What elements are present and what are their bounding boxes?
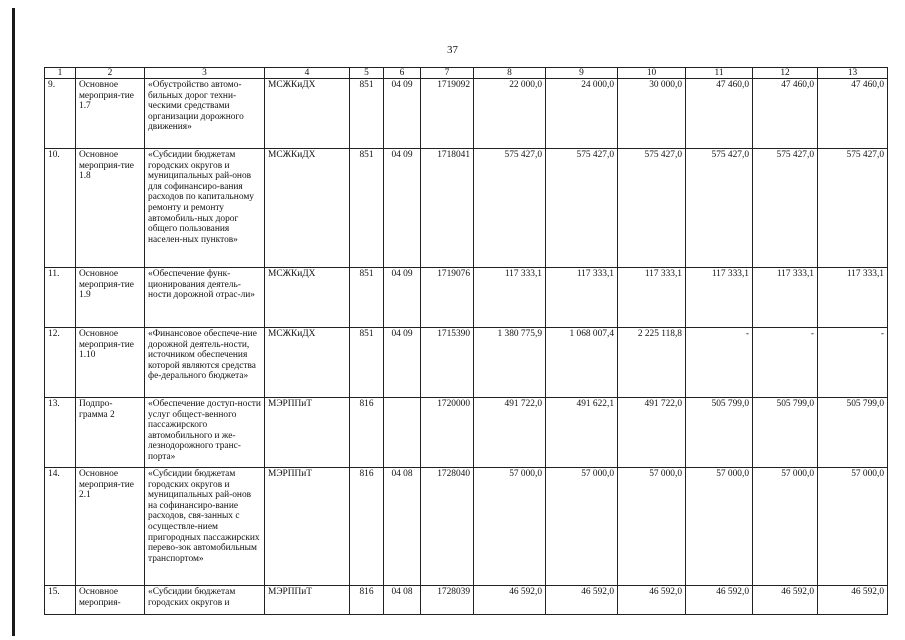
row-value-10: 46 592,0 (618, 586, 686, 615)
row-csr-code: 1720000 (421, 398, 474, 468)
row-type: Подпро-грамма 2 (76, 398, 145, 468)
row-index: 10. (45, 149, 76, 268)
row-name: «Субсидии бюджетам городских округов и муниципальных рай-онов для софинансиро-вания расходов по капитальному ремонту и ремонту автомобиль-ных дорог общего пользования населен-ных пунктов» (145, 149, 265, 268)
col-header: 11 (686, 68, 753, 79)
binding-margin-line (12, 8, 15, 636)
row-index: 15. (45, 586, 76, 615)
row-value-8: 575 427,0 (474, 149, 546, 268)
row-value-9: 117 333,1 (546, 268, 618, 328)
row-value-11: 117 333,1 (686, 268, 753, 328)
col-header: 13 (818, 68, 888, 79)
row-value-10: 2 225 118,8 (618, 328, 686, 398)
row-value-10: 575 427,0 (618, 149, 686, 268)
row-value-13: 117 333,1 (818, 268, 888, 328)
col-header: 3 (145, 68, 265, 79)
col-header: 12 (753, 68, 818, 79)
row-name: «Обеспечение функ-ционирования деятель-ности дорожной отрас-ли» (145, 268, 265, 328)
row-index: 11. (45, 268, 76, 328)
row-csr-code: 1728040 (421, 468, 474, 586)
row-csr-code: 1718041 (421, 149, 474, 268)
row-name: «Финансовое обеспече-ние дорожной деятель-ности, источником обеспечения которой являются средства фе-дерального бюджета» (145, 328, 265, 398)
row-value-8: 46 592,0 (474, 586, 546, 615)
table-row (45, 398, 888, 468)
col-header: 10 (618, 68, 686, 79)
row-value-11: 505 799,0 (686, 398, 753, 468)
col-header: 5 (350, 68, 384, 79)
row-value-9: 57 000,0 (546, 468, 618, 586)
row-csr-code: 1719076 (421, 268, 474, 328)
col-header: 8 (474, 68, 546, 79)
row-value-12: 505 799,0 (753, 398, 818, 468)
col-header: 6 (384, 68, 421, 79)
row-grbs-code: 816 (350, 468, 384, 586)
row-index: 14. (45, 468, 76, 586)
row-value-12: 575 427,0 (753, 149, 818, 268)
row-value-11: - (686, 328, 753, 398)
row-rzpr-code: 04 09 (384, 149, 421, 268)
row-value-13: 505 799,0 (818, 398, 888, 468)
row-name: «Субсидии бюджетам городских округов и муниципальных рай-онов на софинансиро-вание расходов, свя-занных с осуществле-нием пригородных пассажирских перево-зок автомобильным транспортом» (145, 468, 265, 586)
row-executor: МЭРППиТ (265, 586, 350, 615)
row-executor: МСЖКиДХ (265, 328, 350, 398)
row-value-13: 46 592,0 (818, 586, 888, 615)
table-row (45, 79, 888, 149)
row-grbs-code: 851 (350, 149, 384, 268)
row-index: 13. (45, 398, 76, 468)
row-name: «Обеспечение доступ-ности услуг общест-венного пассажирского автомобильного и же-лезнодорожного транс-порта» (145, 398, 265, 468)
row-value-12: - (753, 328, 818, 398)
row-rzpr-code: 04 08 (384, 468, 421, 586)
row-value-9: 46 592,0 (546, 586, 618, 615)
row-value-12: 47 460,0 (753, 79, 818, 149)
row-type: Основное мероприя-тие 1.10 (76, 328, 145, 398)
row-csr-code: 1728039 (421, 586, 474, 615)
row-value-8: 491 722,0 (474, 398, 546, 468)
table-row (45, 268, 888, 328)
row-csr-code: 1719092 (421, 79, 474, 149)
row-type: Основное мероприя-тие 2.1 (76, 468, 145, 586)
col-header: 1 (45, 68, 76, 79)
row-name: «Обустройство автомо-бильных дорог техни-ческими средствами организации дорожного движения» (145, 79, 265, 149)
table-row (45, 149, 888, 268)
row-value-8: 117 333,1 (474, 268, 546, 328)
row-value-13: 47 460,0 (818, 79, 888, 149)
row-value-9: 1 068 007,4 (546, 328, 618, 398)
row-value-13: 57 000,0 (818, 468, 888, 586)
row-value-8: 57 000,0 (474, 468, 546, 586)
row-value-8: 1 380 775,9 (474, 328, 546, 398)
row-index: 9. (45, 79, 76, 149)
row-rzpr-code: 04 08 (384, 586, 421, 615)
row-value-9: 575 427,0 (546, 149, 618, 268)
row-value-12: 46 592,0 (753, 586, 818, 615)
row-grbs-code: 816 (350, 398, 384, 468)
row-type: Основное мероприя-тие 1.7 (76, 79, 145, 149)
row-value-12: 117 333,1 (753, 268, 818, 328)
row-rzpr-code: 04 09 (384, 328, 421, 398)
row-grbs-code: 816 (350, 586, 384, 615)
row-name: «Субсидии бюджетам городских округов и (145, 586, 265, 615)
row-type: Основное мероприя-тие 1.9 (76, 268, 145, 328)
row-value-10: 491 722,0 (618, 398, 686, 468)
row-value-9: 24 000,0 (546, 79, 618, 149)
row-value-11: 46 592,0 (686, 586, 753, 615)
page-number: 37 (447, 44, 458, 56)
row-rzpr-code (384, 398, 421, 468)
row-value-8: 22 000,0 (474, 79, 546, 149)
row-grbs-code: 851 (350, 328, 384, 398)
row-value-11: 57 000,0 (686, 468, 753, 586)
row-executor: МСЖКиДХ (265, 149, 350, 268)
row-type: Основное мероприя-тие 1.8 (76, 149, 145, 268)
row-executor: МСЖКиДХ (265, 268, 350, 328)
row-value-10: 30 000,0 (618, 79, 686, 149)
col-header: 4 (265, 68, 350, 79)
col-header: 2 (76, 68, 145, 79)
row-value-11: 575 427,0 (686, 149, 753, 268)
col-header: 9 (546, 68, 618, 79)
row-grbs-code: 851 (350, 268, 384, 328)
table-row (45, 328, 888, 398)
row-executor: МЭРППиТ (265, 398, 350, 468)
row-value-13: 575 427,0 (818, 149, 888, 268)
row-value-11: 47 460,0 (686, 79, 753, 149)
row-type: Основное мероприя- (76, 586, 145, 615)
row-index: 12. (45, 328, 76, 398)
table-row (45, 586, 888, 615)
row-grbs-code: 851 (350, 79, 384, 149)
row-rzpr-code: 04 09 (384, 79, 421, 149)
budget-table (44, 67, 888, 615)
row-rzpr-code: 04 09 (384, 268, 421, 328)
row-value-10: 57 000,0 (618, 468, 686, 586)
row-value-12: 57 000,0 (753, 468, 818, 586)
table-row (45, 468, 888, 586)
row-value-9: 491 622,1 (546, 398, 618, 468)
row-executor: МСЖКиДХ (265, 79, 350, 149)
row-value-13: - (818, 328, 888, 398)
header-row (45, 68, 888, 79)
col-header: 7 (421, 68, 474, 79)
row-value-10: 117 333,1 (618, 268, 686, 328)
row-csr-code: 1715390 (421, 328, 474, 398)
row-executor: МЭРППиТ (265, 468, 350, 586)
